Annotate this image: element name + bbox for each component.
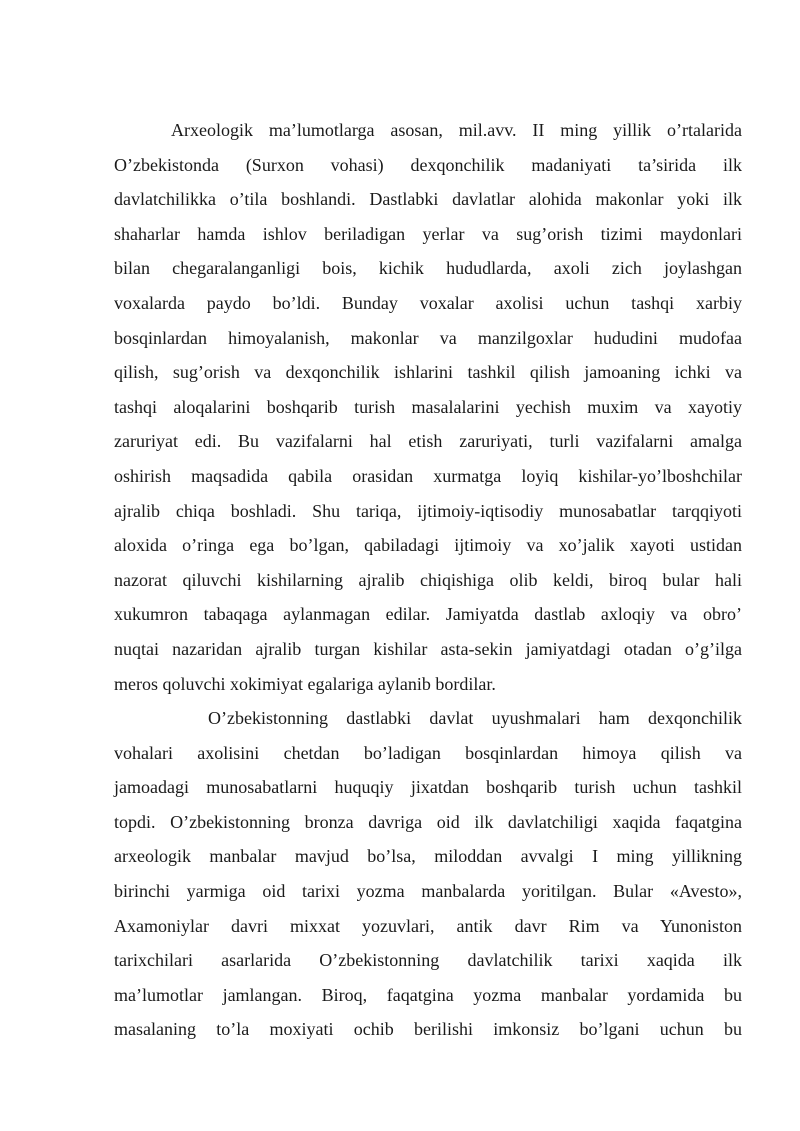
text-line: qilish, sug’orish va dexqonchilik ishlarini tashkil qilish jamoaning ichki va — [114, 362, 742, 383]
text-line: Arxeologik ma’lumotlarga asosan, mil.avv. II ming yillik o’rtalarida — [171, 120, 742, 140]
text-line: bilan chegaralanganligi bois, kichik hududlarda, axoli zich joylashgan — [114, 258, 742, 279]
text-line: arxeologik manbalar mavjud bo’lsa, miloddan avvalgi I ming yillikning — [114, 846, 742, 867]
text-line: jamoadagi munosabatlarni huquqiy jixatdan boshqarib turish uchun tashkil — [114, 777, 742, 798]
text-line: zaruriyat edi. Bu vazifalarni hal etish zaruriyati, turli vazifalarni amalga — [114, 431, 742, 452]
text-line: ajralib chiqa boshladi. Shu tariqa, ijtimoiy-iqtisodiy munosabatlar tarqqiyoti — [114, 500, 742, 521]
text-line: tarixchilari asarlarida O’zbekistonning davlatchilik tarixi xaqida ilk — [114, 950, 742, 971]
text-line: masalaning to’la moxiyati ochib berilishi imkonsiz bo’lgani uchun bu — [114, 1019, 742, 1040]
paragraph-2 — [114, 701, 742, 1047]
document-body — [114, 113, 742, 1047]
text-line: xukumron tabaqaga aylanmagan edilar. Jamiyatda dastlab axloqiy va obro’ — [114, 604, 742, 625]
text-line: topdi. O’zbekistonning bronza davriga oid ilk davlatchiligi xaqida faqatgina — [114, 811, 742, 832]
text-line: aloxida o’ringa ega bo’lgan, qabiladagi ijtimoiy va xo’jalik xayoti ustidan — [114, 535, 742, 556]
text-line: tashqi aloqalarini boshqarib turish masalalarini yechish muxim va xayotiy — [114, 396, 742, 417]
text-line: O’zbekistonning dastlabki davlat uyushmalari ham dexqonchilik — [208, 708, 742, 729]
text-line: oshirish maqsadida qabila orasidan xurmatga loyiq kishilar-yo’lboshchilar — [114, 465, 742, 486]
text-line: Axamoniylar davri mixxat yozuvlari, antik davr Rim va Yunoniston — [114, 915, 742, 936]
text-line: meros qoluvchi xokimiyat egalariga aylanib bordilar. — [114, 673, 496, 694]
text-line: voxalarda paydo bo’ldi. Bunday voxalar axolisi uchun tashqi xarbiy — [114, 292, 742, 313]
paragraph-1 — [114, 113, 742, 701]
text-line: davlatchilikka o’tila boshlandi. Dastlabki davlatlar alohida makonlar yoki ilk — [114, 189, 742, 210]
text-line: ma’lumotlar jamlangan. Biroq, faqatgina yozma manbalar yordamida bu — [114, 984, 742, 1005]
text-line: nuqtai nazaridan ajralib turgan kishilar asta-sekin jamiyatdagi otadan o’g’ilga — [114, 638, 742, 659]
text-line: nazorat qiluvchi kishilarning ajralib chiqishiga olib keldi, biroq bular hali — [114, 569, 742, 590]
text-line: birinchi yarmiga oid tarixi yozma manbalarda yoritilgan. Bular «Avesto», — [114, 881, 742, 902]
text-line: bosqinlardan himoyalanish, makonlar va manzilgoxlar hududini mudofaa — [114, 327, 742, 348]
text-line: O’zbekistonda (Surxon vohasi) dexqonchilik madaniyati ta’sirida ilk — [114, 154, 742, 175]
text-line: vohalari axolisini chetdan bo’ladigan bosqinlardan himoya qilish va — [114, 742, 742, 763]
text-line: shaharlar hamda ishlov beriladigan yerlar va sug’orish tizimi maydonlari — [114, 223, 742, 244]
